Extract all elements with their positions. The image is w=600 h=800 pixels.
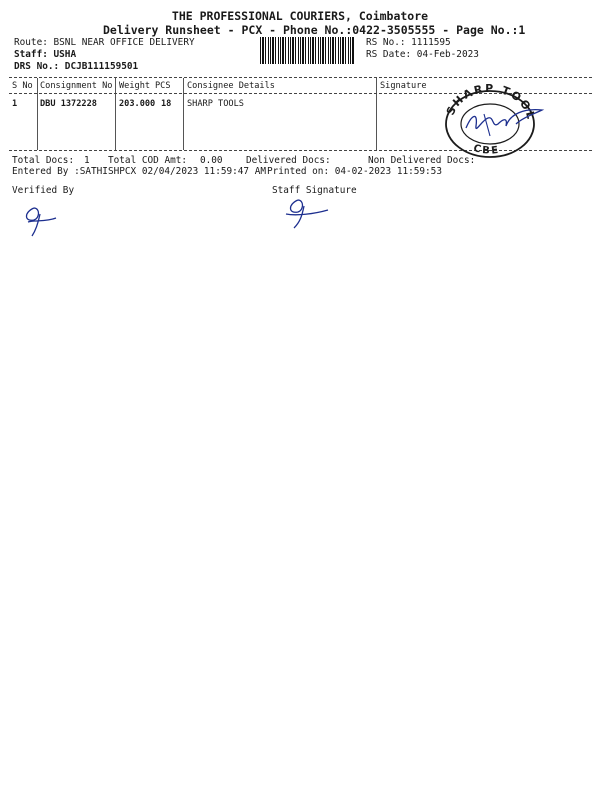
non-delivered-docs-label: Non Delivered Docs: — [368, 155, 476, 166]
col-header-consignment: Consignment No — [40, 81, 113, 91]
stamp-top-text: SHARP TOOLS — [433, 74, 538, 123]
row-consignee: SHARP TOOLS — [187, 99, 244, 109]
total-cod-label: Total COD Amt: — [108, 155, 188, 166]
verified-signature — [20, 198, 60, 240]
stamp-bottom-text: CBE — [472, 142, 501, 157]
col-header-sno: S No — [12, 81, 33, 91]
route-label: Route: BSNL NEAR OFFICE DELIVERY — [14, 37, 195, 48]
column-divider — [115, 78, 116, 150]
table-top-rule — [9, 77, 592, 78]
column-divider — [37, 78, 38, 150]
barcode-image — [260, 37, 355, 64]
row-pcs: 18 — [161, 99, 172, 109]
company-title: THE PROFESSIONAL COURIERS, Coimbatore — [171, 9, 429, 23]
svg-text:CBE — [472, 143, 501, 157]
col-header-signature: Signature — [380, 81, 427, 91]
delivered-docs-label: Delivered Docs: — [246, 155, 331, 166]
col-header-consignee: Consignee Details — [187, 81, 275, 91]
drs-number: DRS No.: DCJB111159501 — [14, 61, 139, 72]
staff-signature — [282, 192, 332, 232]
staff-label: Staff: USHA — [14, 49, 77, 60]
row-sno: 1 — [12, 99, 18, 109]
total-docs-value: 1 — [84, 155, 90, 166]
col-header-pcs: PCS — [155, 81, 171, 91]
column-divider — [183, 78, 184, 150]
total-cod-value: 0.00 — [200, 155, 223, 166]
total-docs-label: Total Docs: — [12, 155, 75, 166]
row-weight: 203.000 — [119, 99, 156, 109]
rs-number: RS No.: 1111595 — [366, 37, 451, 48]
runsheet-title: Delivery Runsheet - PCX - Phone No.:0422-3505555 - Page No.:1 — [103, 23, 526, 37]
entered-by: Entered By :SATHISHPCX 02/04/2023 11:59:47 AM — [12, 166, 266, 177]
row-consignment: DBU 1372228 — [40, 99, 97, 109]
column-divider — [376, 78, 377, 150]
rs-date: RS Date: 04-Feb-2023 — [366, 49, 479, 60]
verified-by-label: Verified By — [12, 185, 75, 196]
svg-text:SHARP TOOLS — [433, 74, 538, 122]
company-stamp — [433, 74, 554, 160]
staff-signature-label: Staff Signature — [272, 185, 357, 196]
col-header-weight: Weight — [119, 81, 151, 91]
printed-on: Printed on: 04-02-2023 11:59:53 — [267, 166, 442, 177]
